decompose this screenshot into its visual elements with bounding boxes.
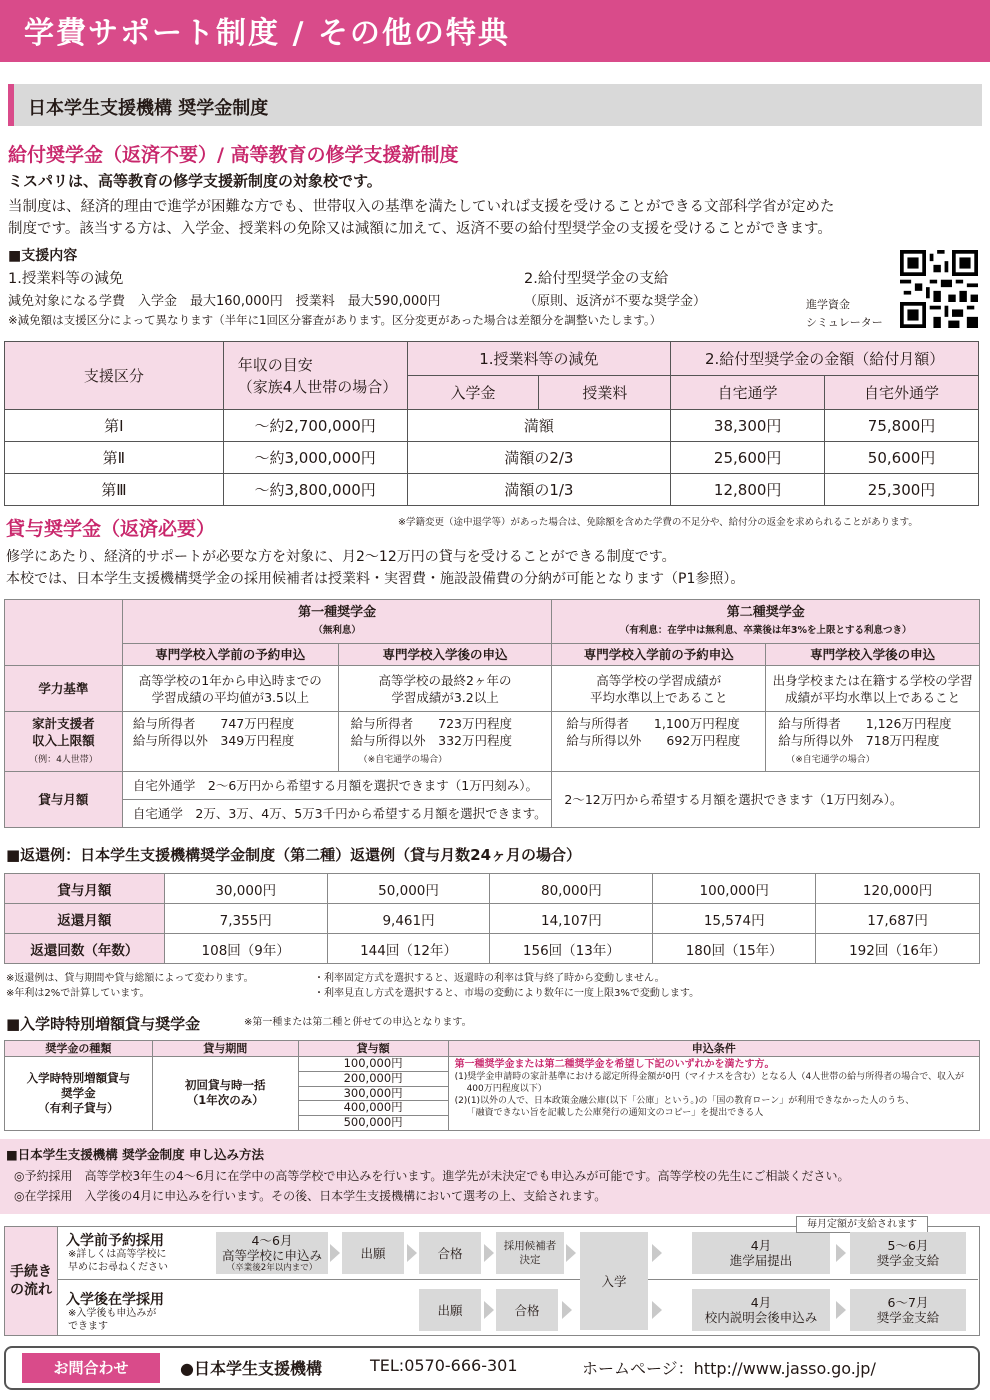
henkan-heading: ■返還例：日本学生支援機構奨学金制度（第二種）返還例（貸与月数24ヶ月の場合） [6,846,582,864]
cell-kubun: 第Ⅲ [5,474,224,506]
support-note: ※減免額は支援区分によって異なります（半年に1回区分審査があります。区分変更があった場合は差額分を調整いたします。） [8,313,662,327]
table-row [5,410,979,442]
step-note: （卒業後2年以内まで） [226,1262,318,1273]
moushikomi-line-1: ◎予約採用 高等学校3年生の4～6月に在学中の高等学校で申込みを行います。進学先が未決定でも申込みが可能です。高等学校の先生にご相談ください。 [14,1169,850,1183]
table-row [5,772,980,800]
step-label: 合格 [514,1302,540,1318]
arrow-right-icon [836,1244,846,1262]
gakuryoku-1b: 学習成績の平均値が3.5以上 [151,689,309,705]
flow-row1-note: ※詳しくは高等学校に 早めにお尋ねください [68,1249,168,1273]
th-condition: 申込条件 [448,1041,979,1057]
step-label: 奨学金支給 [876,1310,940,1325]
row-label-kakei-3: （例：4人世帯） [29,754,98,765]
th-amount: 貸与額 [298,1041,448,1057]
flow-row1-title: 入学前予約採用 [66,1233,164,1249]
henkan-cell: 100,000円 [653,874,816,904]
gakuryoku-2b: 学習成績が3.2以上 [391,689,499,705]
table-row [5,904,980,934]
taiyo-jitakugai: 自宅外通学 2～6万円から希望する月額を選択できます（1万円刻み）。 [122,772,552,800]
tokubetsu-period-1: 初回貸与時一括 [185,1078,266,1093]
cond-2: (2)(1)以外の人で、日本政策金融公庫(以下「公庫」という。)の「国の教育ローン」が利用できなかった人のうち、 [454,1096,915,1106]
support-label: ■支援内容 [8,248,78,264]
support-item-2: 2.給付型奨学金の支給 [524,271,669,287]
row-label-gakuryoku: 学力基準 [5,666,123,712]
th-kubun: 支援区分 [5,342,224,410]
henkan-cell: 30,000円 [164,874,327,904]
contact-org: ●日本学生支援機構 [180,1359,322,1378]
cell-jitakugai: 75,800円 [825,410,979,442]
th-income-2: （家族4人世帯の場合） [237,377,398,396]
cell-income: ～約3,000,000円 [223,442,407,474]
th-nyugaku: 入学金 [407,376,539,410]
flow-step-gokaku-1 [419,1232,481,1274]
tokubetsu-type-1: 入学時特別増額貸与 [26,1070,131,1085]
th-period: 貸与期間 [152,1041,298,1057]
henkan-label-2: 返還月額 [5,904,165,934]
kakei-2a: 給与所得者 723万円程度 [350,716,512,731]
gakuryoku-4a: 出身学校または在籍する学校の学習 [772,672,973,688]
cond-head: 第一種奨学金または第二種奨学金を希望し下記のいずれかを満たす方。 [454,1059,775,1070]
step-label: 採用候補者 決定 [503,1240,557,1266]
support-item-1: 1.授業料等の減免 [8,271,124,287]
page-header: 学費サポート制度 / その他の特典 [0,0,990,62]
cell-jitakugai: 25,300円 [825,474,979,506]
taiyo-table [4,599,980,828]
taiyo-body-1: 修学にあたり、経済的サポートが必要な方を対象に、月2～12万円の貸与を受けることができる制度です。 [6,549,676,565]
th-dai2: 第二種奨学金 [726,605,805,620]
henkan-cell: 15,574円 [653,904,816,934]
row-label-kakei-2: 収入上限額 [32,732,95,748]
henkan-table [4,873,980,964]
flow-row2-title: 入学後在学採用 [66,1292,164,1308]
flow-step-shikyu-1 [850,1232,966,1274]
flow-step-gokaku-2 [496,1289,558,1331]
th-kyufu: 2.給付型奨学金の金額（給付月額） [671,342,979,376]
th-income-1: 年収の目安 [237,355,313,374]
flow-step-shingaku [692,1232,830,1274]
arrow-right-icon [652,1244,662,1262]
th-dai2-sub: （有利息：在学中は無利息、卒業後は年3%を上限とする利息つき） [619,625,912,636]
gakuryoku-1a: 高等学校の1年から申込時までの [138,672,322,688]
step-label: 合格 [437,1245,463,1261]
qr-label-1: 進学資金 [806,298,850,311]
tokubetsu-period-2: （1年次のみ） [186,1093,264,1108]
arrow-right-icon [484,1244,494,1262]
arrow-right-icon [484,1301,494,1319]
tokubetsu-table [4,1040,980,1131]
amount-item: 500,000円 [343,1115,403,1130]
th-jitaku: 自宅通学 [671,376,825,410]
cond-1: (1)奨学金申請時の家計基準における認定所得金額が0円（マイナスを含む）となる人（4人世帯の給与所得者の場合で、収入が [454,1072,965,1082]
flow-step-setsumeikai [692,1289,830,1331]
henkan-cell: 14,107円 [490,904,653,934]
kyufu-lead: ミスパリは、高等教育の修学支援新制度の対象校です。 [8,172,382,190]
henkan-cell: 120,000円 [816,874,980,904]
th-dai1-after: 専門学校入学後の申込 [338,644,552,666]
table-row [5,442,979,474]
cond-2b: 「融資できない旨を記載した公庫発行の通知文のコピー」を提出できる人 [466,1108,764,1118]
cell-genmen: 満額の1/3 [407,474,671,506]
qr-label-2: シミュレーター [806,316,883,329]
kakei-3a: 給与所得者 1,100万円程度 [566,716,740,731]
taiyo-dai2: 2～12万円から希望する月額を選択できます（1万円刻み）。 [552,772,980,828]
gakuryoku-3a: 高等学校の学習成績が [596,672,722,688]
cell-jitaku: 12,800円 [671,474,825,506]
th-income [223,342,407,410]
cell-genmen: 満額の2/3 [407,442,671,474]
table-row [5,1057,980,1131]
henkan-cell: 7,355円 [164,904,327,934]
amount-item: 100,000円 [299,1057,448,1072]
kakei-4b: 給与所得以外 718万円程度 [778,733,940,748]
henkan-note-2: ※年利は2%で計算しています。 [6,988,150,999]
henkan-cell: 180回（15年） [653,934,816,964]
tokubetsu-type-2: 奨学金 [61,1085,96,1100]
kyufu-body-1: 当制度は、経済的理由で進学が困難な方でも、世帯収入の基準を満たしていれば支援を受けることができる文部科学省が定めた [8,199,835,215]
step-label: 奨学金支給 [876,1253,940,1268]
gakuryoku-3b: 平均水準以上であること [590,689,728,705]
step-month: 6～7月 [887,1295,929,1310]
taiyo-heading: 貸与奨学金（返済必要） [6,518,216,540]
flow-row2-note: ※入学後も申込みが できます [68,1308,157,1332]
henkan-label-1: 貸与月額 [5,874,165,904]
contact-label: お問合わせ [22,1353,160,1383]
flow-step-shikyu-2 [850,1289,966,1331]
th-dai1: 第一種奨学金 [298,605,377,620]
th-dai1-sub: （無利息） [313,625,361,636]
henkan-cell: 144回（12年） [327,934,490,964]
moushikomi-line-2: ◎在学採用 入学後の4月に申込みを行います。その後、日本学生支援機構において選考の上、支給されます。 [14,1189,607,1203]
henkan-cell: 17,687円 [816,904,980,934]
moushikomi-box [0,1139,990,1214]
taiyo-jitaku: 自宅通学 2万、3万、4万、5万3千円から希望する月額を選択できます。 [122,800,552,828]
kakei-3b: 給与所得以外 692万円程度 [566,733,741,748]
step-month: 5～6月 [887,1238,929,1253]
kyufu-table [4,341,979,506]
cell-jitaku: 25,600円 [671,442,825,474]
kyufu-body-2: 制度です。該当する方は、入学金、授業料の免除又は減額に加えて、返済不要の給付型奨学金の支援を受けることができます。 [8,221,832,237]
kakei-2n: （※自宅通学の場合） [358,755,448,765]
table-row [5,474,979,506]
step-label: 出願 [360,1245,386,1261]
amount-item: 300,000円 [299,1087,448,1102]
th-dai1-before: 専門学校入学前の予約申込 [122,644,338,666]
cell-jitaku: 38,300円 [671,410,825,442]
flow-step-shutsugan-2 [419,1289,481,1331]
step-label: 高等学校に申込み [221,1247,322,1263]
henkan-label-3: 返還回数（年数） [5,934,165,964]
table-row [5,934,980,964]
amount-item: 400,000円 [299,1101,448,1116]
table-row [5,666,980,712]
step-label: 出願 [437,1302,463,1318]
cell-kubun: 第Ⅰ [5,410,224,442]
arrow-right-icon [330,1244,340,1262]
henkan-cell: 156回（13年） [490,934,653,964]
moushikomi-title: ■日本学生支援機構 奨学金制度 申し込み方法 [6,1147,265,1162]
flow-step-shutsugan-1 [342,1232,404,1274]
step-label: 進学届提出 [729,1253,793,1268]
amount-item: 200,000円 [299,1072,448,1087]
row-label-taiyo: 貸与月額 [5,772,123,828]
arrow-right-icon [836,1301,846,1319]
qr-code-icon[interactable] [900,250,978,328]
th-genmen: 1.授業料等の減免 [407,342,671,376]
flow-side-label: 手続き の流れ [4,1226,58,1336]
gakuryoku-4b: 成績が平均水準以上であること [785,689,961,705]
henkan-note-1: ※返還例は、貸与期間や貸与総額によって変わります。 [6,973,254,984]
kakei-2b: 給与所得以外 332万円程度 [350,733,512,748]
henkan-cell: 108回（9年） [164,934,327,964]
contact-tel[interactable]: TEL:0570-666-301 [370,1356,518,1375]
taiyo-note: ※学籍変更（途中退学等）があった場合は、免除額を含めた学費の不足分や、給付分の返金を求められることがあります。 [398,517,918,528]
kakei-4a: 給与所得者 1,126万円程度 [778,716,952,731]
th-type: 奨学金の種類 [5,1041,153,1057]
tokubetsu-heading-note: ※第一種または第二種と併せての申込となります。 [244,1017,472,1028]
th-jugyo: 授業料 [539,376,671,410]
arrow-right-icon [407,1244,417,1262]
kakei-4n: （※自宅通学の場合） [786,755,875,765]
table-row [5,874,980,904]
cell-genmen: 満額 [407,410,671,442]
cell-income: ～約2,700,000円 [223,410,407,442]
henkan-cell: 80,000円 [490,874,653,904]
table-row [5,712,980,772]
kyufu-heading: 給付奨学金（返済不要）/ 高等教育の修学支援新制度 [8,144,459,166]
step-month: 4月 [750,1238,772,1253]
arrow-right-icon [566,1244,576,1262]
arrow-right-icon [562,1301,572,1319]
arrow-right-icon [652,1301,662,1319]
flow-step-nyugaku [580,1232,648,1330]
flow-step-yoyaku-apply [216,1232,328,1274]
th-jitakugai: 自宅外通学 [825,376,979,410]
tokubetsu-type-3: （有利子貸与） [38,1100,119,1115]
section-band-title: 日本学生支援機構 奨学金制度 [8,84,982,126]
monthly-tag: 毎月定額が支給されます [796,1216,928,1233]
cond-1b: 400万円程度以下） [466,1084,547,1094]
step-month: 4～6月 [251,1232,293,1248]
support-item-1-detail: 減免対象になる学費 入学金 最大160,000円 授業料 最大590,000円 [8,294,441,309]
henkan-note-4: ・利率見直し方式を選択すると、市場の変動により数年に一度上限3%で変動します。 [314,988,700,999]
tokubetsu-heading: ■入学時特別増額貸与奨学金 [6,1015,201,1033]
henkan-cell: 192回（16年） [816,934,980,964]
contact-homepage-link[interactable]: ホームページ：http://www.jasso.go.jp/ [582,1359,876,1378]
flow-divider [58,1279,978,1280]
step-label: 校内説明会後申込み [704,1310,818,1325]
cell-income: ～約3,800,000円 [223,474,407,506]
row-label-kakei-1: 家計支援者 [32,715,95,731]
cell-kubun: 第Ⅱ [5,442,224,474]
th-dai2-after: 専門学校入学後の申込 [766,644,980,666]
henkan-note-3: ・利率固定方式を選択すると、返還時の利率は貸与終了時から変動しません。 [314,973,665,984]
support-item-2-detail: （原則、返済が不要な奨学金） [524,294,707,309]
step-label: 入学 [601,1273,627,1289]
kakei-1a: 給与所得者 747万円程度 [132,716,295,731]
cell-jitakugai: 50,600円 [825,442,979,474]
taiyo-body-2: 本校では、日本学生支援機構奨学金の採用候補者は授業料・実習費・施設設備費の分納が可能となります（P1参照）。 [6,571,745,587]
gakuryoku-2a: 高等学校の最終2ヶ年の [378,672,512,688]
kakei-1b: 給与所得以外 349万円程度 [132,733,295,748]
step-month: 4月 [750,1295,772,1310]
henkan-cell: 9,461円 [327,904,490,934]
th-dai2-before: 専門学校入学前の予約申込 [552,644,766,666]
henkan-cell: 50,000円 [327,874,490,904]
flow-step-kettei [496,1232,564,1274]
